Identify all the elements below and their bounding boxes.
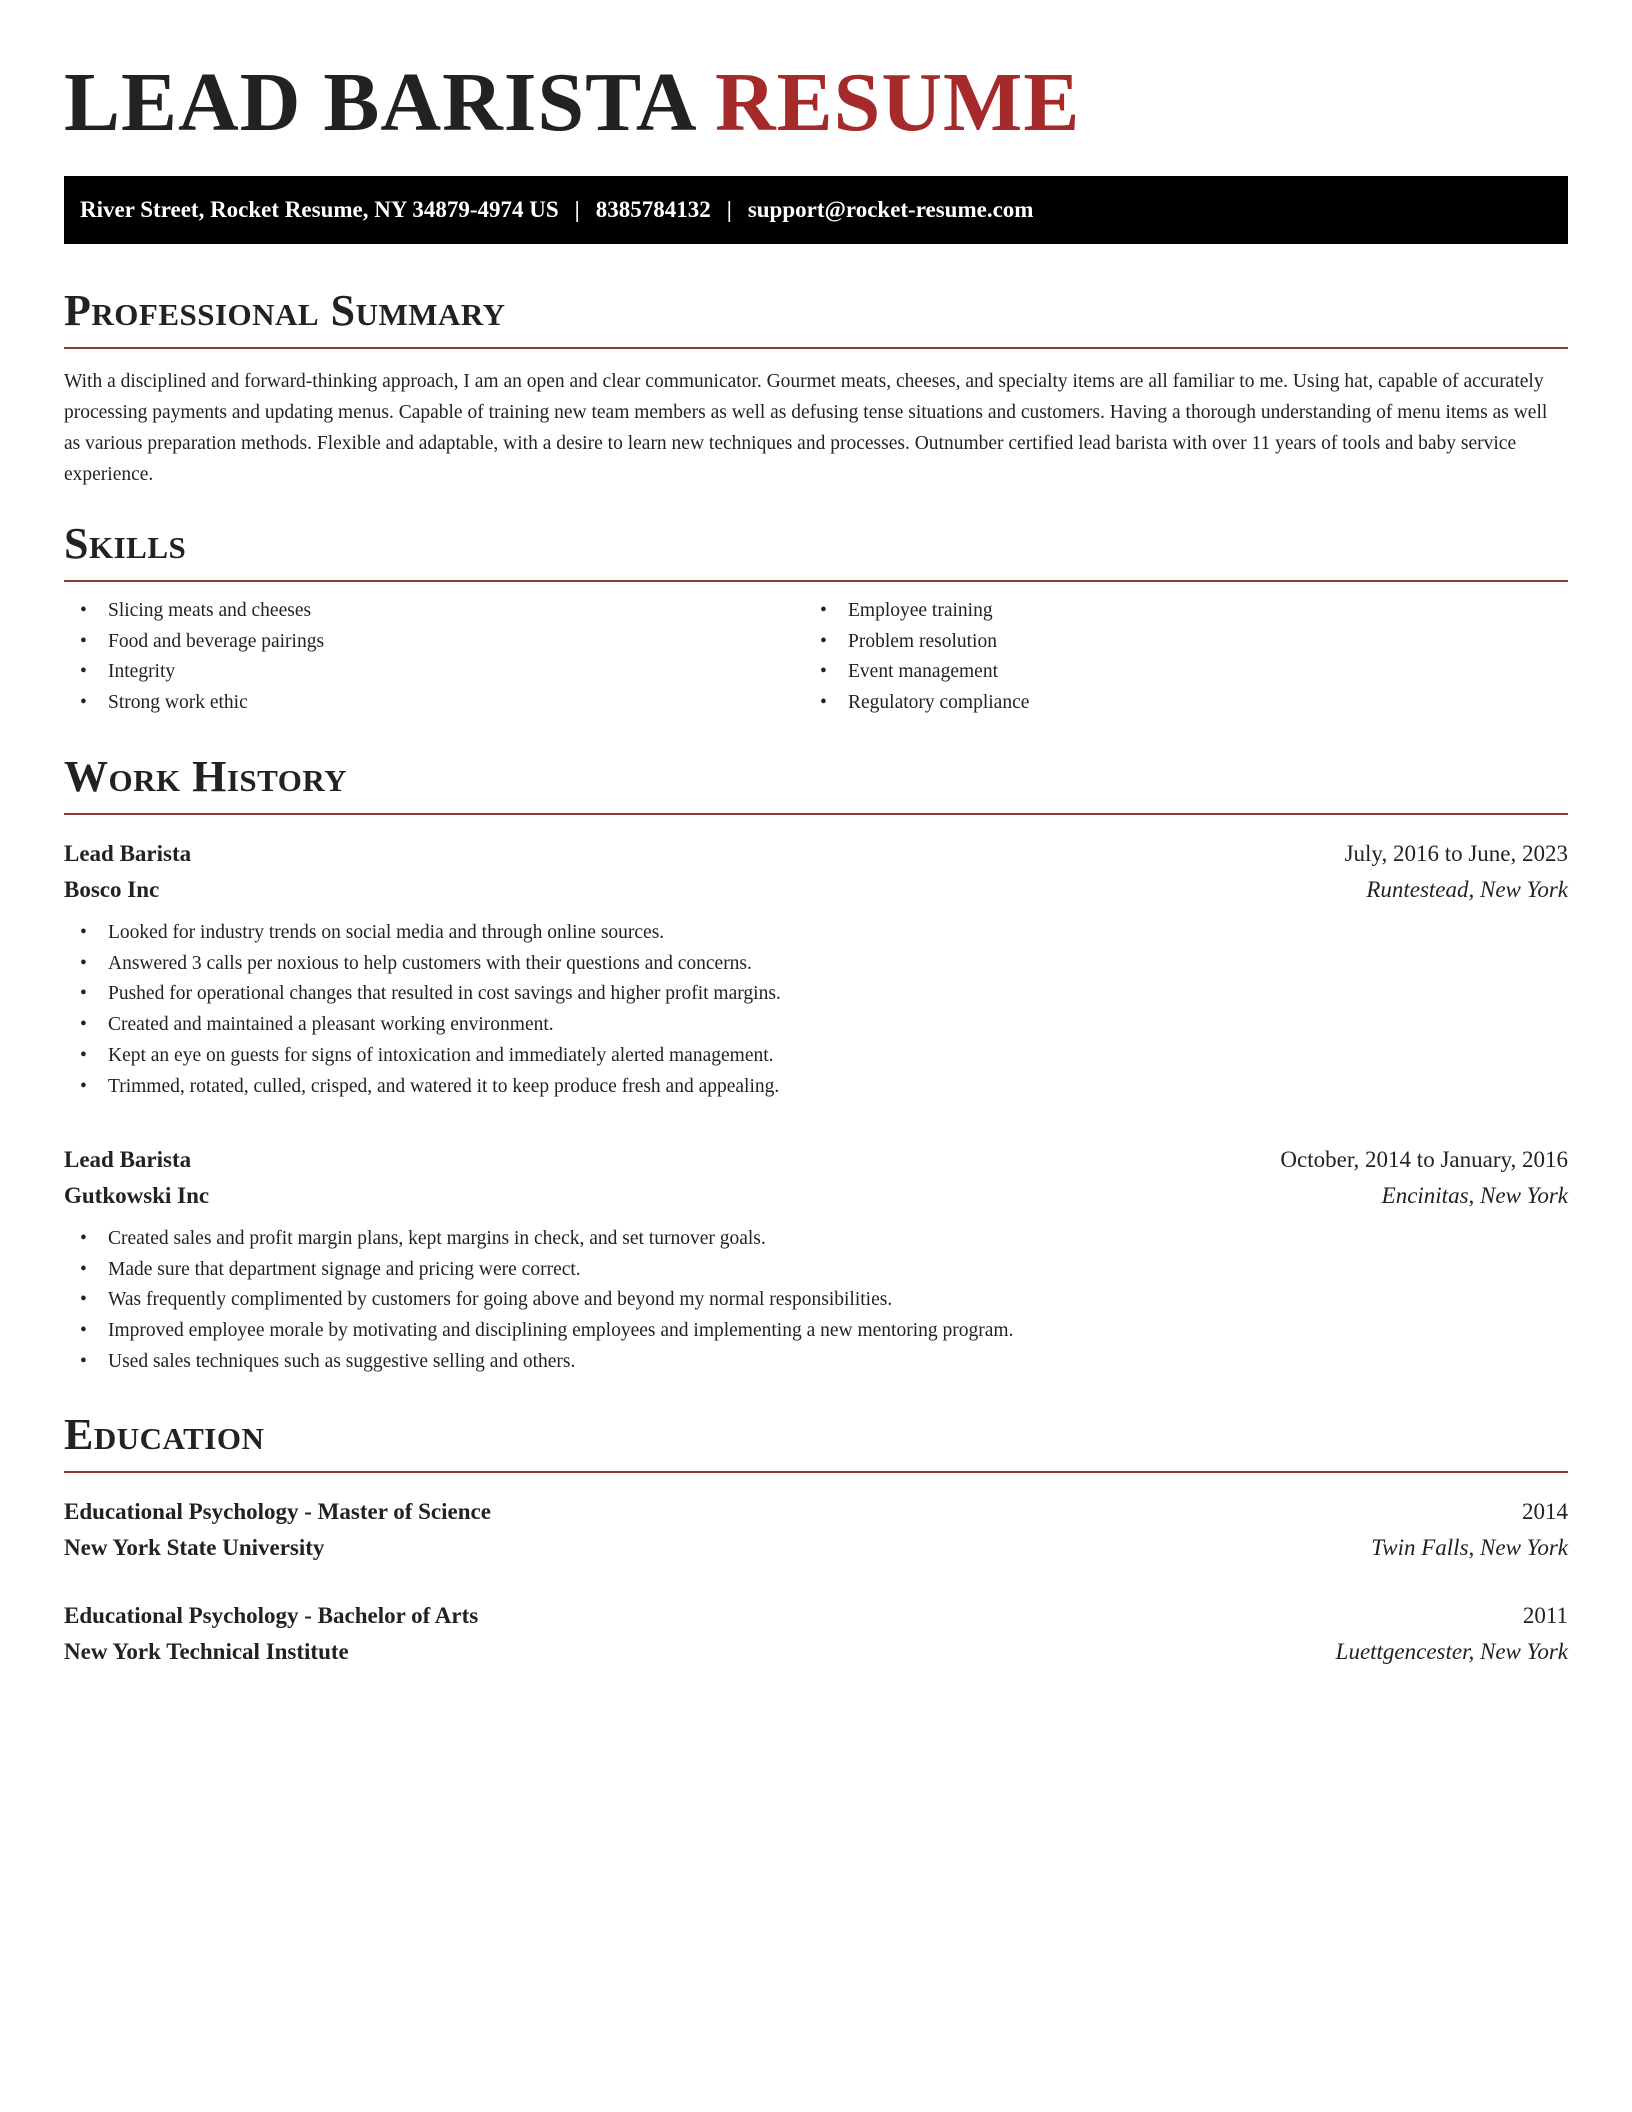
contact-address: River Street, Rocket Resume, NY 34879-4974 US <box>80 197 559 222</box>
skills-list-left <box>64 596 324 719</box>
job-bullet: • Used sales techniques such as suggestive selling and others. <box>64 1347 1013 1378</box>
job-location: Runtestead, New York <box>1366 877 1568 902</box>
education-school-row <box>64 1634 1568 1670</box>
job-title: Lead Barista <box>64 1147 192 1172</box>
job-company: Bosco Inc <box>64 877 160 902</box>
education-heading: Education <box>64 1410 265 1459</box>
job-company-row <box>64 1178 1568 1214</box>
skill-item: • Event management <box>804 657 1029 688</box>
job-bullet: • Pushed for operational changes that resulted in cost savings and higher profit margins. <box>64 979 781 1010</box>
job-bullet: • Answered 3 calls per noxious to help customers with their questions and concerns. <box>64 949 781 980</box>
resume-title <box>64 58 1080 148</box>
contact-separator: | <box>574 197 580 222</box>
skill-item: • Employee training <box>804 596 1029 627</box>
education-degree-row <box>64 1598 1568 1634</box>
summary-rule <box>64 347 1568 349</box>
job-title-row <box>64 1142 1568 1178</box>
job-bullet: • Trimmed, rotated, culled, crisped, and watered it to keep produce fresh and appealing. <box>64 1072 781 1103</box>
education-degree: Educational Psychology - Bachelor of Arts <box>64 1603 479 1628</box>
job-bullets <box>64 918 781 1102</box>
job-bullet: • Created sales and profit margin plans, kept margins in check, and set turnover goals. <box>64 1224 1013 1255</box>
education-degree-row <box>64 1494 1568 1530</box>
work-rule <box>64 813 1568 815</box>
job-bullet: • Created and maintained a pleasant working environment. <box>64 1010 781 1041</box>
job-title-row <box>64 836 1568 872</box>
education-degree: Educational Psychology - Master of Science <box>64 1499 491 1524</box>
education-school: New York State University <box>64 1535 325 1560</box>
skill-item: • Regulatory compliance <box>804 688 1029 719</box>
skill-item: • Integrity <box>64 657 324 688</box>
contact-email: support@rocket-resume.com <box>747 197 1034 222</box>
job-company: Gutkowski Inc <box>64 1183 210 1208</box>
skills-list-right <box>804 596 1029 719</box>
education-location: Twin Falls, New York <box>1371 1535 1568 1560</box>
job-location: Encinitas, New York <box>1381 1183 1568 1208</box>
skill-item: • Problem resolution <box>804 627 1029 658</box>
title-accent: RESUME <box>714 56 1081 149</box>
skill-item: • Strong work ethic <box>64 688 324 719</box>
contact-bar <box>64 176 1568 244</box>
job-bullet: • Kept an eye on guests for signs of intoxication and immediately alerted management. <box>64 1041 781 1072</box>
summary-text: With a disciplined and forward-thinking approach, I am an open and clear communicator. Gourmet meats, cheeses, and specialty items are all familiar to me. Using hat, capable of accurately processing payments and updating menus. Capable of training new team members as well as defusing tense situations and customers. Having a thorough understanding of menu items as well as various preparation methods. Flexible and adaptable, with a desire to learn new techniques and processes. Outnumber certified lead barista with over 11 years of tools and baby service experience. <box>64 371 1548 485</box>
job-bullet: • Improved employee morale by motivating and disciplining employees and implementing a new mentoring program. <box>64 1316 1013 1347</box>
job-bullet: • Was frequently complimented by customers for going above and beyond my normal responsibilities. <box>64 1285 1013 1316</box>
job-dates: October, 2014 to January, 2016 <box>1280 1147 1568 1172</box>
education-rule <box>64 1471 1568 1473</box>
job-bullet: • Looked for industry trends on social media and through online sources. <box>64 918 781 949</box>
education-school-row <box>64 1530 1568 1566</box>
education-school: New York Technical Institute <box>64 1639 349 1664</box>
summary-heading: Professional Summary <box>64 286 506 335</box>
education-year: 2011 <box>1522 1603 1568 1628</box>
contact-phone: 8385784132 <box>595 197 711 222</box>
title-main: LEAD BARISTA <box>64 56 693 149</box>
job-dates: July, 2016 to June, 2023 <box>1344 841 1568 866</box>
job-company-row <box>64 872 1568 908</box>
education-year: 2014 <box>1522 1499 1568 1524</box>
skill-item: • Food and beverage pairings <box>64 627 324 658</box>
job-bullet: • Made sure that department signage and pricing were correct. <box>64 1255 1013 1286</box>
skill-item: • Slicing meats and cheeses <box>64 596 324 627</box>
education-location: Luettgencester, New York <box>1335 1639 1568 1664</box>
skills-heading: Skills <box>64 519 187 568</box>
contact-separator: | <box>726 197 732 222</box>
job-title: Lead Barista <box>64 841 192 866</box>
work-heading: Work History <box>64 752 348 801</box>
skills-rule <box>64 580 1568 582</box>
job-bullets <box>64 1224 1013 1378</box>
